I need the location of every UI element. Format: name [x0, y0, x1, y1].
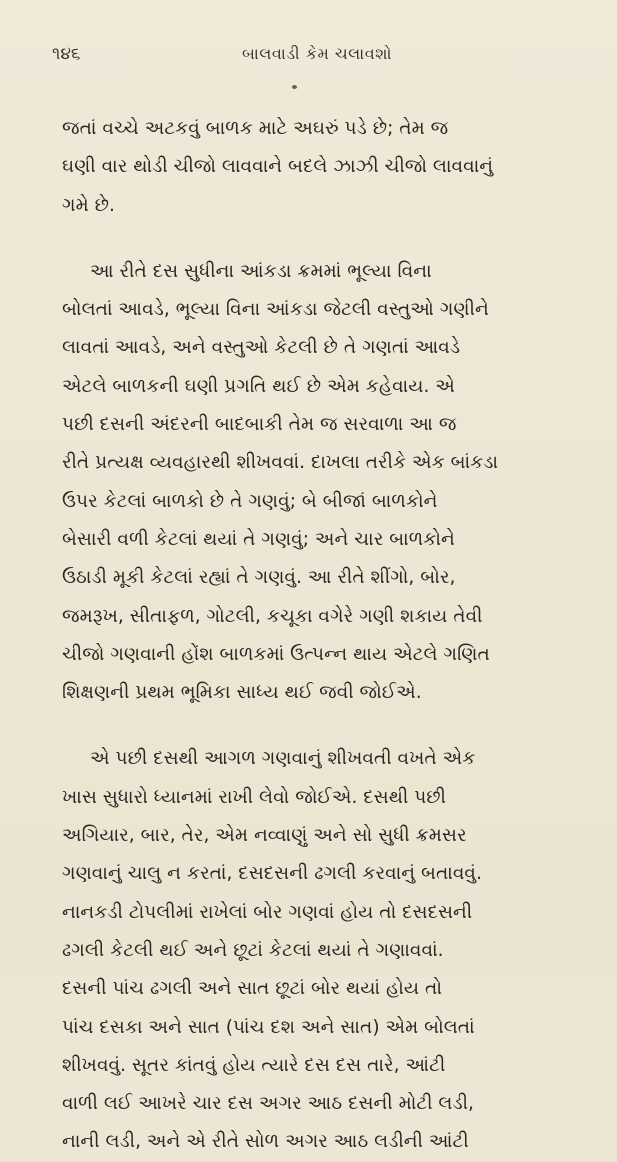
- text-line: જતાં વચ્ચે અટકવું બાળક માટે અઘરું પડે છે; તેમ જ: [62, 118, 449, 139]
- text-line: પછી દસની અંદરની બાદબાકી તેમ જ સરવાળા આ જ: [62, 414, 457, 436]
- text-line: પાંચ દસકા અને સાત (પાંચ દશ અને સાત) એમ બોલતાં: [62, 1016, 475, 1038]
- paragraph-2: [62, 253, 562, 713]
- text-line: એટલે બાળકની ઘણી પ્રગતિ થઈ છે એમ કહેવાય. એ: [62, 375, 455, 397]
- text-line: ખાસ સુધારો ધ્યાનમાં રાખી લેવો જોઈએ. દસથી પછી: [62, 786, 446, 808]
- text-line: જમરૂખ, સીતાફળ, ગોટલી, કચૂકા વગેરે ગણી શકાય તેવી: [62, 605, 483, 627]
- body-text: [62, 110, 562, 1162]
- text-line: ઉપર કેટલાં બાળકો છે તે ગણવું; બે બીજાં બાળકોને: [62, 490, 438, 512]
- text-line: નાની લડી, અને એ રીતે સોળ અગર આઠ લડીની આંટી: [62, 1131, 469, 1153]
- text-line: અગિયાર, બાર, તેર, એમ નવ્વાણું અને સો સુધી ક્રમસર: [62, 825, 467, 847]
- text-line: એ પછી દસથી આગળ ગણવાનું શીખવતી વખતે એક: [90, 748, 476, 770]
- text-line: ગણવાનું ચાલુ ન કરતાં, દસદસની ઢગલી કરવાનું બતાવવું.: [62, 863, 482, 885]
- text-line: બોલતાં આવડે, ભૂલ્યા વિના આંકડા જેટલી વસ્તુઓ ગણીને: [62, 299, 489, 321]
- text-line: ઢગલી કેટલી થઈ અને છૂટાં કેટલાં થયાં તે ગણાવવાં.: [62, 939, 444, 961]
- text-line: શિક્ષણની પ્રથમ ભૂમિકા સાધ્ય થઈ જવી જોઈએ.: [62, 682, 422, 704]
- text-line: લાવતાં આવડે, અને વસ્તુઓ કેટલી છે તે ગણતાં આવડે: [62, 337, 461, 359]
- ornament-dot: [292, 85, 297, 89]
- running-title: બાલવાડી કેમ ચલાવશો: [242, 44, 392, 63]
- text-line: આ રીતે દસ સુધીના આંકડા ક્રમમાં ભૂલ્યા વિના: [90, 260, 432, 282]
- text-line: ગમે છે.: [62, 194, 115, 216]
- text-line: શીખવવું. સૂતર કાંતવું હોય ત્યારે દસ દસ તારે, આંટી: [62, 1054, 446, 1076]
- paragraph-1: [62, 110, 562, 225]
- text-line: રીતે પ્રત્યક્ષ વ્યવહારથી શીખવવાં. દાખલા તરીકે એક બાંકડા: [62, 452, 499, 474]
- page-number: ૧૪૬: [52, 44, 81, 64]
- text-line: ઉઠાડી મૂકી કેટલાં રહ્યાં તે ગણવું. આ રીતે શીંગો, બોર,: [62, 567, 456, 589]
- text-line: ચીજો ગણવાની હોંશ બાળકમાં ઉત્પન્ન થાય એટલે ગણિત: [62, 643, 490, 665]
- text-line: નાનકડી ટોપલીમાં રાખેલાં બોર ગણવાં હોય તો દસદસની: [62, 901, 473, 923]
- text-line: દસની પાંચ ઢગલી અને સાત છૂટાં બોર થયાં હોય તો: [62, 978, 442, 1000]
- text-line: વાળી લઈ આખરે ચાર દસ અગર આઠ દસની મોટી લડી,: [62, 1093, 474, 1115]
- text-line: બેસારી વળી કેટલાં થયાં તે ગણવું; અને ચાર બાળકોને: [62, 528, 455, 550]
- paragraph-3: [62, 740, 562, 1161]
- page-header: [52, 44, 557, 74]
- text-line: ઘણી વાર થોડી ચીજો લાવવાને બદલે ઝાઝી ચીજો લાવવાનું: [62, 156, 494, 178]
